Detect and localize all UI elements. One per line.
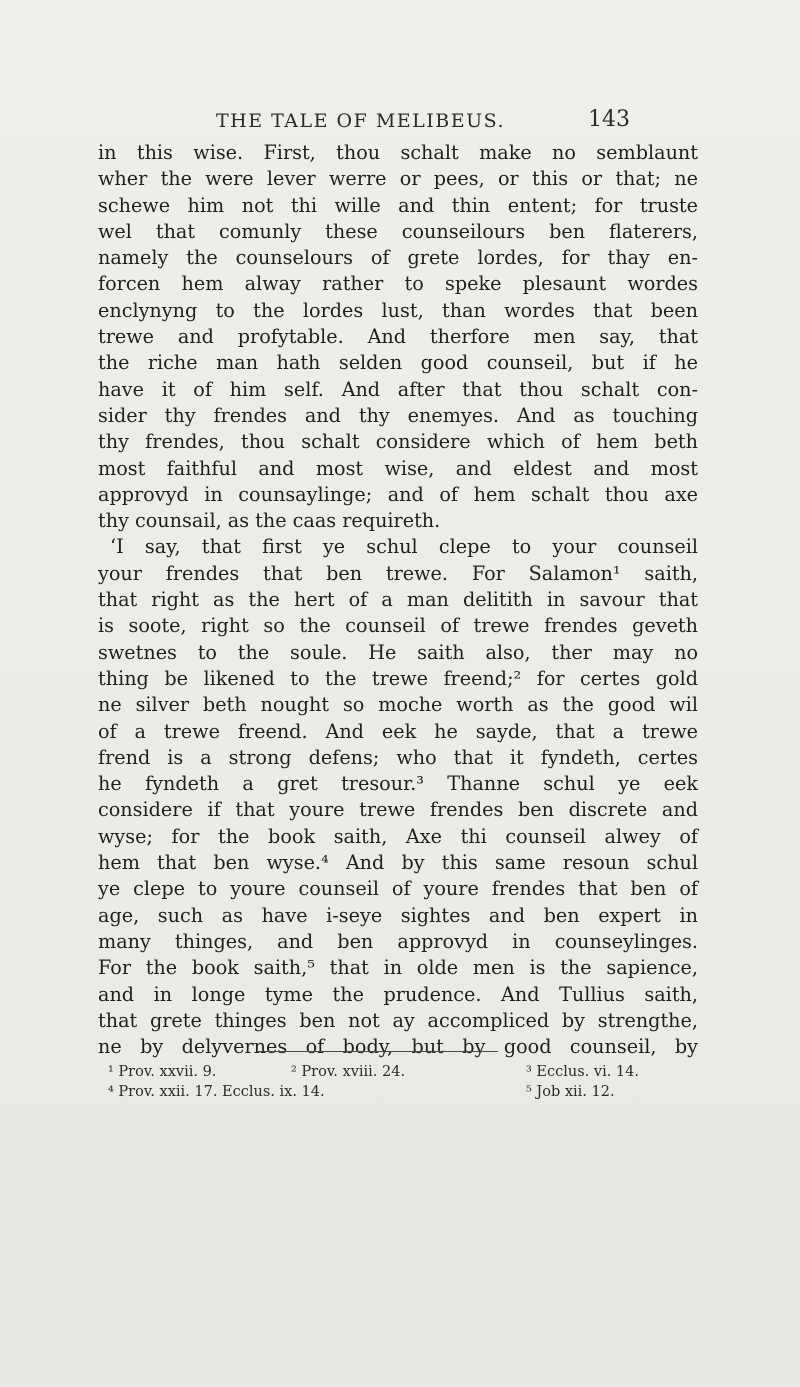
text-line: that right as the hert of a man delitith in savour that	[98, 588, 698, 612]
text-line: thy counsail, as the caas requireth.	[98, 509, 441, 533]
text-line: age, such as have i-seye sightes and ben expert in	[98, 903, 698, 927]
text-line: thing be likened to the trewe freend;² for certes gold	[98, 666, 698, 690]
footnote: ³ Ecclus. vi. 14.	[526, 1064, 639, 1080]
footnote: ² Prov. xviii. 24.	[291, 1064, 406, 1080]
text-line: approvyd in counsaylinge; and of hem schalt thou axe	[98, 482, 698, 506]
text-line: For the book saith,⁵ that in olde men is the sapience,	[98, 956, 698, 980]
text-line: your frendes that ben trewe. For Salamon¹ saith,	[98, 561, 698, 585]
text-line: forcen hem alway rather to speke plesaunt wordes	[98, 272, 698, 296]
text-line: he fyndeth a gret tresour.³ Thanne schul ye eek	[98, 772, 698, 796]
footnote: ¹ Prov. xxvii. 9.	[108, 1064, 217, 1080]
text-line: wel that comunly these counseilours ben flaterers,	[98, 219, 698, 243]
page-number: 143	[588, 107, 630, 132]
text-line: hem that ben wyse.⁴ And by this same resoun schul	[98, 851, 698, 875]
text-line: and in longe tyme the prudence. And Tullius saith,	[98, 982, 698, 1006]
text-line: sider thy frendes and thy enemyes. And as touching	[98, 403, 698, 427]
text-line: most faithful and most wise, and eldest and most	[98, 456, 698, 480]
text-line: wher the were lever werre or pees, or this or that; ne	[98, 167, 698, 191]
text-line: frend is a strong defens; who that it fyndeth, certes	[98, 745, 698, 769]
text-line: namely the counselours of grete lordes, for thay en-	[98, 246, 698, 270]
text-line: ‘I say, that first ye schul clepe to your counseil	[110, 535, 698, 559]
footnotes	[108, 1062, 698, 1102]
body-text	[98, 140, 698, 1060]
text-line: have it of him self. And after that thou schalt con-	[98, 377, 698, 401]
text-line: schewe him not thi wille and thin entent; for truste	[98, 193, 698, 217]
running-head: THE TALE OF MELIBEUS.	[216, 110, 506, 132]
text-line: ne by delyvernes of body, but by good counseil, by	[98, 1035, 698, 1059]
text-line: the riche man hath selden good counseil, but if he	[98, 351, 698, 375]
text-line: that grete thinges ben not ay accompliced by strengthe,	[98, 1008, 698, 1032]
footnote-rule	[258, 1051, 498, 1052]
text-line: is soote, right so the counseil of trewe frendes geveth	[98, 614, 698, 638]
text-line: swetnes to the soule. He saith also, ther may no	[98, 640, 698, 664]
text-line: in this wise. First, thou schalt make no semblaunt	[98, 141, 698, 164]
text-line: thy frendes, thou schalt considere which of hem beth	[98, 430, 698, 454]
text-line: enclynyng to the lordes lust, than wordes that been	[98, 298, 698, 322]
text-line: wyse; for the book saith, Axe thi counseil alwey of	[98, 824, 698, 848]
text-line: many thinges, and ben approvyd in counseylinges.	[98, 929, 698, 953]
footnote: ⁵ Job xii. 12.	[526, 1084, 615, 1100]
footnote-row	[108, 1082, 698, 1102]
text-line: trewe and profytable. And therfore men say, that	[98, 325, 698, 349]
footnote: ⁴ Prov. xxii. 17. Ecclus. ix. 14.	[108, 1084, 325, 1100]
text-line: of a trewe freend. And eek he sayde, that a trewe	[98, 719, 698, 743]
footnote-row	[108, 1062, 698, 1082]
text-line: ne silver beth nought so moche worth as the good wil	[98, 693, 698, 717]
text-line: ye clepe to youre counseil of youre frendes that ben of	[98, 877, 698, 901]
text-line: considere if that youre trewe frendes ben discrete and	[98, 798, 698, 822]
